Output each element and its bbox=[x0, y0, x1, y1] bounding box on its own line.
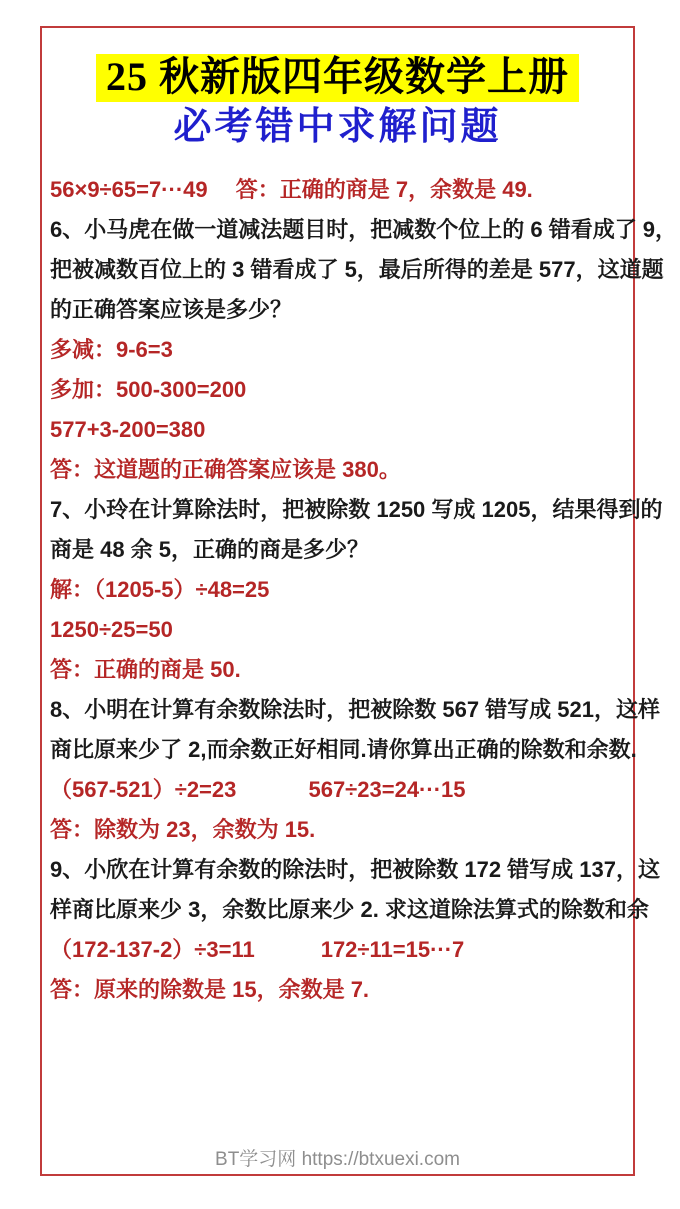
content-line: 商比原来少了 2,而余数正好相同.请你算出正确的除数和余数. bbox=[50, 737, 637, 762]
content-line: 8、小明在计算有余数除法时，把被除数 567 错写成 521，这样 bbox=[50, 697, 660, 722]
content-line: 多减：9-6=3 bbox=[50, 337, 173, 362]
content-line: 1250÷25=50 bbox=[50, 617, 173, 642]
content-line: 的正确答案应该是多少？ bbox=[50, 297, 293, 322]
content-line: 9、小欣在计算有余数的除法时，把被除数 172 错写成 137，这 bbox=[50, 857, 660, 882]
red-border-frame bbox=[40, 26, 678, 1176]
content-line: 商是 48 余 5，正确的商是多少？ bbox=[50, 537, 370, 562]
content-line: 577+3-200=380 bbox=[50, 417, 206, 442]
content-line: 答：正确的商是 50. bbox=[50, 657, 241, 682]
content-line: 56×9÷65=7···49 答：正确的商是 7，余数是 49. bbox=[50, 177, 533, 202]
content-line: 答：原来的除数是 15，余数是 7. bbox=[50, 977, 370, 1002]
title-block bbox=[42, 54, 633, 102]
content-line: 解：（1205-5）÷48=25 bbox=[50, 577, 270, 602]
content-line: 答：除数为 23，余数为 15. bbox=[50, 817, 316, 842]
content-line: 7、小玲在计算除法时，把被除数 1250 写成 1205，结果得到的 bbox=[50, 497, 663, 522]
footer-watermark: BT学习网 https://btxuexi.com bbox=[215, 1149, 460, 1170]
content-line: （567-521）÷2=23 567÷23=24···15 bbox=[50, 777, 466, 802]
problem-content bbox=[50, 170, 678, 1010]
content-line: （172-137-2）÷3=11 172÷11=15···7 bbox=[50, 937, 465, 962]
content-line: 样商比原来少 3，余数比原来少 2. 求这道除法算式的除数和余 bbox=[50, 897, 649, 922]
page-title: 25 秋新版四年级数学上册 bbox=[96, 54, 579, 102]
content-line: 6、小马虎在做一道减法题目时，把减数个位上的 6 错看成了 9， bbox=[50, 217, 678, 242]
content-line: 多加：500-300=200 bbox=[50, 377, 247, 402]
content-line: 答：这道题的正确答案应该是 380。 bbox=[50, 457, 401, 482]
page-subtitle: 必考错中求解问题 bbox=[173, 106, 502, 148]
content-line: 把被减数百位上的 3 错看成了 5，最后所得的差是 577，这道题 bbox=[50, 257, 664, 282]
